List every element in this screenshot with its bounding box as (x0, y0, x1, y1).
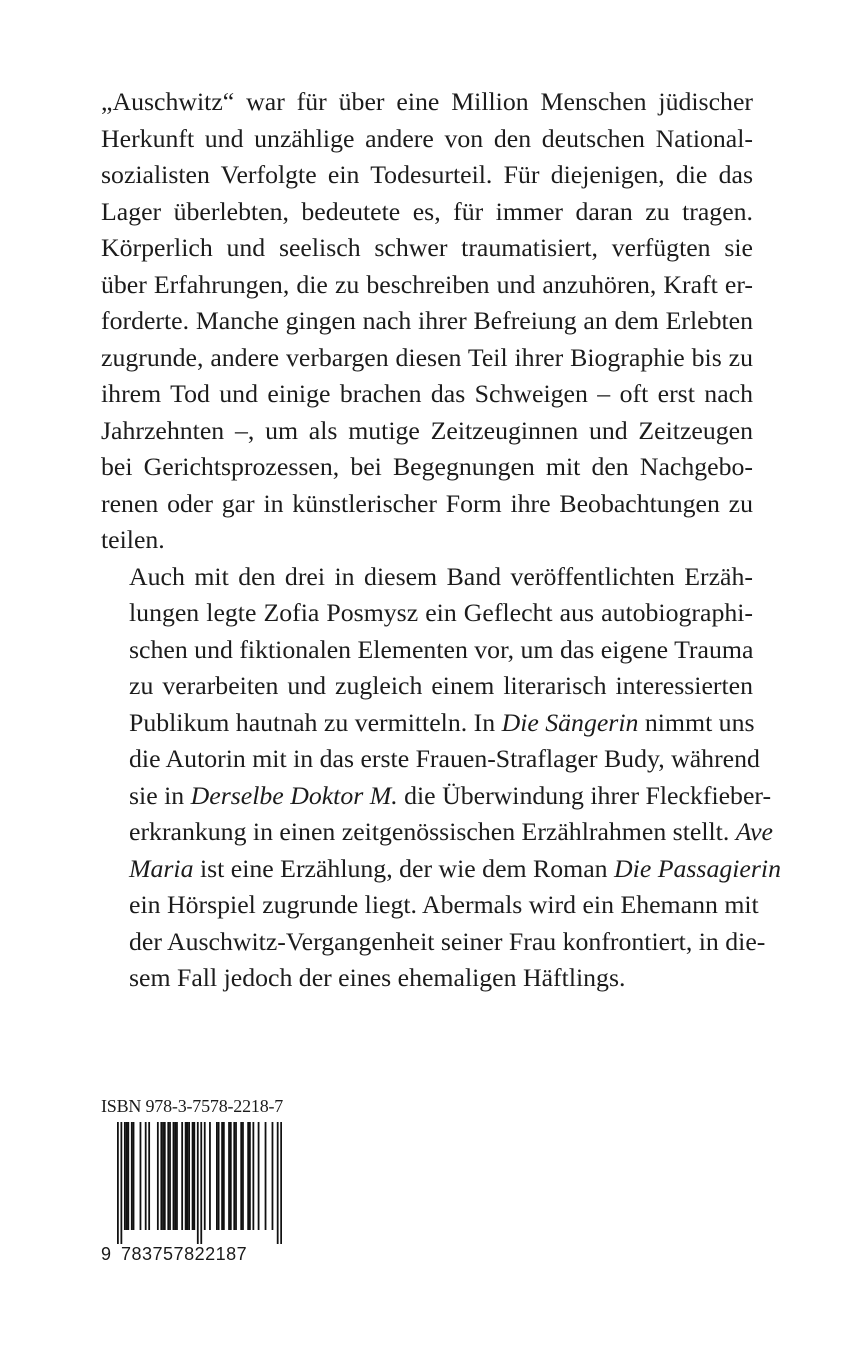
text-line: Herkunft und unzählige andere von den deutschen National- (101, 123, 753, 153)
title-die-passagierin: Die Passagierin (614, 853, 781, 883)
barcode-bar (228, 1122, 230, 1230)
barcode-bar (209, 1122, 211, 1230)
barcode-bar (174, 1122, 176, 1230)
text-segment: sie in (129, 780, 191, 810)
barcode-bar (230, 1122, 232, 1230)
barcode-bar (235, 1122, 237, 1230)
text-line: ein Hörspiel zugrunde liegt. Abermals wird ein Ehemann mit (129, 890, 759, 919)
blurb-text (101, 84, 781, 997)
barcode-guard-bar (120, 1122, 122, 1244)
barcode-bar (240, 1122, 242, 1230)
text-line (101, 814, 773, 851)
barcode-bar (131, 1122, 133, 1230)
barcode-bar (145, 1122, 147, 1230)
barcode-bar (181, 1122, 183, 1230)
barcode-bar (247, 1122, 249, 1230)
barcode-bar (127, 1122, 129, 1230)
text-line (101, 778, 772, 815)
text-line: zugrunde, andere verbargen diesen Teil ihrer Biographie bis zu (101, 342, 753, 372)
barcode-bar (204, 1122, 206, 1230)
barcode-bar (167, 1122, 169, 1230)
barcode-bar (272, 1122, 274, 1230)
barcode-bar (186, 1122, 188, 1230)
barcode-bar (160, 1122, 162, 1230)
text-line: teilen. (101, 525, 165, 554)
barcode-guard-bar (197, 1122, 199, 1244)
blurb-paragraph-2 (101, 559, 781, 997)
text-line: renen oder gar in künstlerischer Form ihre Beobachtungen zu (101, 488, 753, 518)
barcode-bar (188, 1122, 190, 1230)
barcode-bar (148, 1122, 150, 1230)
barcode-bar (169, 1122, 171, 1230)
text-line: die Autorin mit in das erste Frauen-Straflager Budy, während (129, 744, 760, 773)
text-segment: Publikum hautnah zu vermitteln. In (129, 707, 502, 737)
text-line (101, 705, 753, 742)
barcode-bar (193, 1122, 195, 1230)
barcode-bar (218, 1122, 220, 1230)
text-segment: erkrankung in einen zeitgenössischen Erzählrahmen stellt. (129, 817, 736, 846)
barcode-digit-string: 783757822187 (121, 1244, 248, 1264)
barcode-guard-bar (280, 1122, 282, 1244)
text-segment: die Überwindung ihrer Fleckfieber- (397, 780, 772, 810)
barcode-bar (164, 1122, 166, 1230)
barcode-bar (162, 1122, 164, 1230)
text-segment: ist eine Erzählung, der wie dem Roman (193, 853, 615, 883)
text-line: sozialisten Verfolgte ein Todesurteil. Für diejenigen, die das (101, 160, 753, 189)
barcode-first-digit: 9 (101, 1244, 112, 1264)
isbn-block (101, 1096, 301, 1264)
title-die-saengerin: Die Sängerin (501, 707, 639, 737)
barcode-bar (124, 1122, 126, 1230)
barcode-bar (265, 1122, 267, 1230)
barcode-bar (192, 1122, 194, 1230)
barcode-bar (173, 1122, 175, 1230)
barcode-bar (221, 1122, 223, 1230)
barcode-bar (176, 1122, 178, 1230)
barcode-bar (233, 1122, 235, 1230)
barcode-guard-bar (277, 1122, 279, 1244)
title-derselbe-doktor: Derselbe Doktor M. (190, 780, 398, 810)
text-line: Körperlich und seelisch schwer traumatisiert, verfügten sie (101, 233, 753, 262)
text-segment: nimmt uns (638, 707, 755, 737)
text-line: forderte. Manche gingen nach ihrer Befreiung an dem Erlebten (101, 306, 753, 335)
barcode-bar (140, 1122, 142, 1230)
text-line: „Auschwitz“ war für über eine Million Menschen jüdischer (101, 87, 753, 116)
text-line: zu verarbeiten und zugleich einem literarisch interessierten (129, 671, 753, 700)
barcode-bar (216, 1122, 218, 1230)
barcode-bar (249, 1122, 251, 1230)
barcode-bar (133, 1122, 135, 1230)
text-line: sem Fall jedoch der eines ehemaligen Häftlings. (129, 963, 626, 992)
text-line: bei Gerichtsprozessen, bei Begegnungen mit den Nachgebo- (101, 452, 753, 481)
text-line: der Auschwitz-Vergangenheit seiner Frau konfrontiert, in die- (129, 926, 766, 956)
barcode-guard-bar (117, 1122, 119, 1244)
text-line: ihrem Tod und einige brachen das Schweigen – oft erst nach (101, 379, 753, 408)
text-line: Lager überlebten, bedeutete es, für immer daran zu tragen. (101, 196, 753, 226)
barcode-guard-bar (200, 1122, 202, 1244)
blurb-paragraph-1 (101, 84, 753, 559)
text-line: schen und fiktionalen Elementen vor, um das eigene Trauma (129, 634, 754, 664)
text-line: über Erfahrungen, die zu beschreiben und anzuhören, Kraft er- (101, 269, 753, 299)
text-line: Auch mit den drei in diesem Band veröffentlichten Erzäh- (129, 561, 753, 591)
title-ave-maria-part2: Maria (129, 853, 194, 883)
text-line: Jahrzehnten –, um als mutige Zeitzeuginnen und Zeitzeugen (101, 415, 753, 445)
barcode-bar (185, 1122, 187, 1230)
barcode-bar (252, 1122, 254, 1230)
title-ave-maria-part1: Ave (735, 817, 773, 846)
text-line: lungen legte Zofia Posmysz ein Geflecht aus autobiographi- (129, 598, 753, 627)
barcode-bar (157, 1122, 159, 1230)
barcode (117, 1122, 282, 1244)
barcode-bar (242, 1122, 244, 1230)
text-line (101, 851, 781, 888)
barcode-bar (223, 1122, 225, 1230)
barcode-bar (258, 1122, 260, 1230)
barcode-bar (126, 1122, 128, 1230)
isbn-label: ISBN 978-3-7578-2218-7 (101, 1096, 284, 1116)
